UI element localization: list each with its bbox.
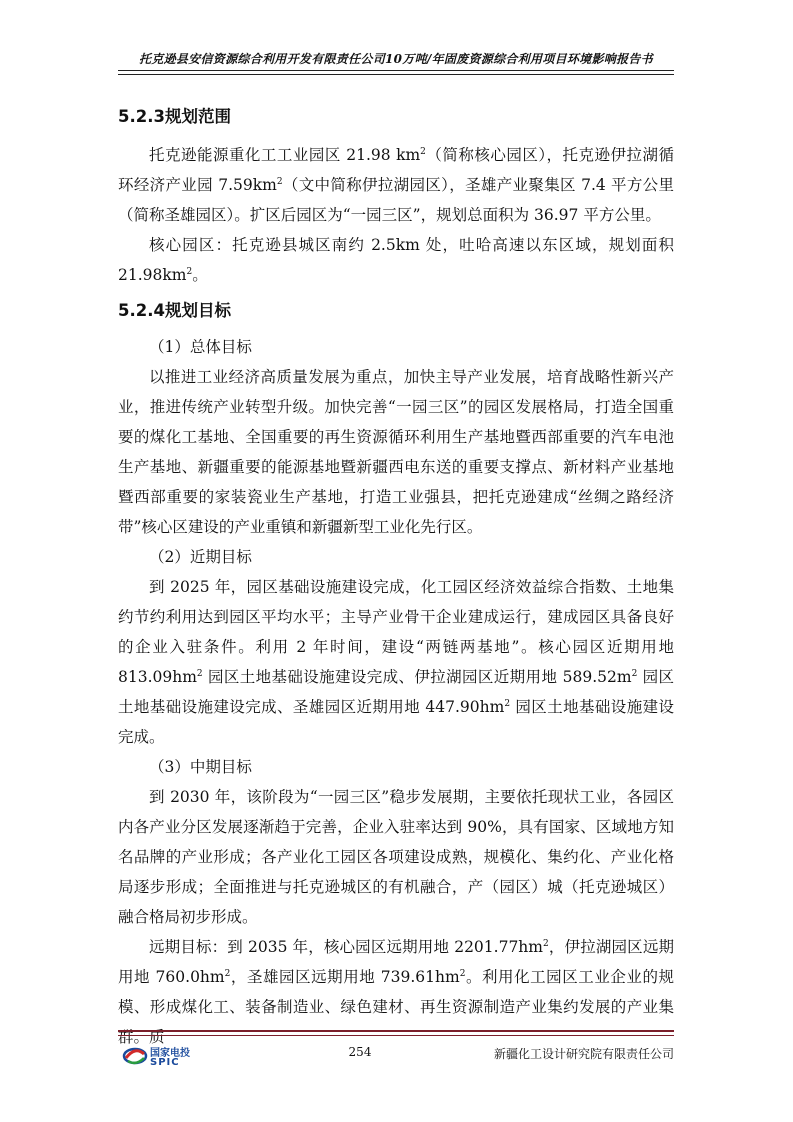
footer-rule	[118, 1030, 674, 1032]
footer-company-name: 新疆化工设计研究院有限责任公司	[493, 1047, 674, 1061]
text-run: （简称核心园区），托克逊伊拉湖循环经济产业园 7.59km	[118, 146, 674, 194]
superscript: 2	[459, 968, 466, 979]
page-body	[118, 102, 674, 1052]
text-run: 到 2025 年，园区基础设施建设完成，化工园区经济效益综合指数、土地集约节约利用达到园区平均水平；主导产业骨干企业建成运行，建成园区具备良好的企业入驻条件。利用 2 年时间，建设“两链两基地”。核心园区近期用地 813.09hm	[118, 578, 674, 686]
text-run: （文中简称伊拉湖园区），圣雄产业聚集区 7.4 平方公里（简称圣雄园区）。扩区后园区为“一园三区”，规划总面积为 36.97 平方公里。	[118, 176, 674, 224]
text-run: ，伊拉湖园区远期用地 760.0hm	[118, 938, 674, 986]
company-logo	[122, 1042, 202, 1072]
paragraph-core-park	[118, 230, 674, 290]
spic-logo-icon	[122, 1044, 148, 1068]
paragraph-overall-goal: 以推进工业经济高质量发展为重点，加快主导产业发展，培育战略性新兴产业，推进传统产业转型升级。加快完善“一园三区”的园区发展格局，打造全国重要的煤化工基地、全国重要的再生资源循环利用生产基地暨西部重要的汽车电池生产基地、新疆重要的能源基地暨新疆西电东送的重要支撑点、新材料产业基地暨西部重要的家装瓷业生产基地，打造工业强县，把托克逊建成“丝绸之路经济带”核心区建设的产业重镇和新疆新型工业化先行区。	[118, 368, 674, 536]
text-run: 。利用化工园区工业企业的规模、形成煤化工、装备制造业、绿色建材、再生资源制造产业集约发展的产业集群。质	[118, 968, 674, 1046]
subheading-overall-goal: （1）总体目标	[149, 338, 252, 356]
superscript: 2	[543, 938, 549, 949]
running-header: 托克逊县安信资源综合利用开发有限责任公司10万吨/年固废资源综合利用项目环境影响报告书	[139, 52, 653, 66]
superscript: 2	[504, 698, 511, 709]
footer-rule-thin	[118, 1035, 674, 1036]
subheading-near-term-goal: （2）近期目标	[149, 548, 252, 566]
text-run: 。	[192, 266, 208, 284]
section-heading-planning-goals: 5.2.4规划目标	[118, 301, 231, 320]
text-run: 远期目标：到 2035 年，核心园区远期用地 2201.77hm	[149, 938, 543, 956]
superscript: 2	[420, 146, 426, 157]
section-heading-planning-scope: 5.2.3规划范围	[118, 107, 231, 126]
text-run: ，圣雄园区远期用地 739.61hm	[230, 968, 460, 986]
text-run: 园区土地基础设施建设完成、伊拉湖园区近期用地 589.52m	[202, 668, 632, 686]
header-rule	[118, 70, 674, 71]
logo-text-cn: 国家电投	[150, 1048, 190, 1059]
page-number: 254	[348, 1045, 372, 1059]
paragraph-near-term-goal	[118, 572, 674, 752]
logo-text-en: SPIC	[150, 1057, 180, 1068]
text-run: 托克逊能源重化工工业园区 21.98 km	[149, 146, 421, 164]
header-rule-thin	[118, 74, 674, 75]
superscript: 2	[224, 968, 231, 979]
paragraph-long-term-goal	[118, 932, 674, 1052]
subheading-mid-term-goal: （3）中期目标	[149, 758, 252, 776]
paragraph-scope	[118, 140, 674, 230]
superscript: 2	[631, 668, 638, 679]
superscript: 2	[196, 668, 203, 679]
text-run: 园区土地基础设施建设完成。	[118, 698, 675, 746]
text-run: 园区土地基础设施建设完成、圣雄园区近期用地 447.90hm	[118, 668, 674, 716]
text-run: 核心园区：托克逊县城区南约 2.5km 处，吐哈高速以东区域，规划面积 21.98km	[118, 236, 674, 284]
paragraph-mid-term-goal: 到 2030 年，该阶段为“一园三区”稳步发展期，主要依托现状工业，各园区内各产业分区发展逐渐趋于完善，企业入驻率达到 90%，具有国家、区域地方知名品牌的产业形成；各产业化工园区各项建设成熟，规模化、集约化、产业化格局逐步形成；全面推进与托克逊城区的有机融合，产（园区）城（托克逊城区）融合格局初步形成。	[118, 788, 674, 926]
superscript: 2	[186, 266, 193, 277]
superscript: 2	[276, 176, 283, 187]
